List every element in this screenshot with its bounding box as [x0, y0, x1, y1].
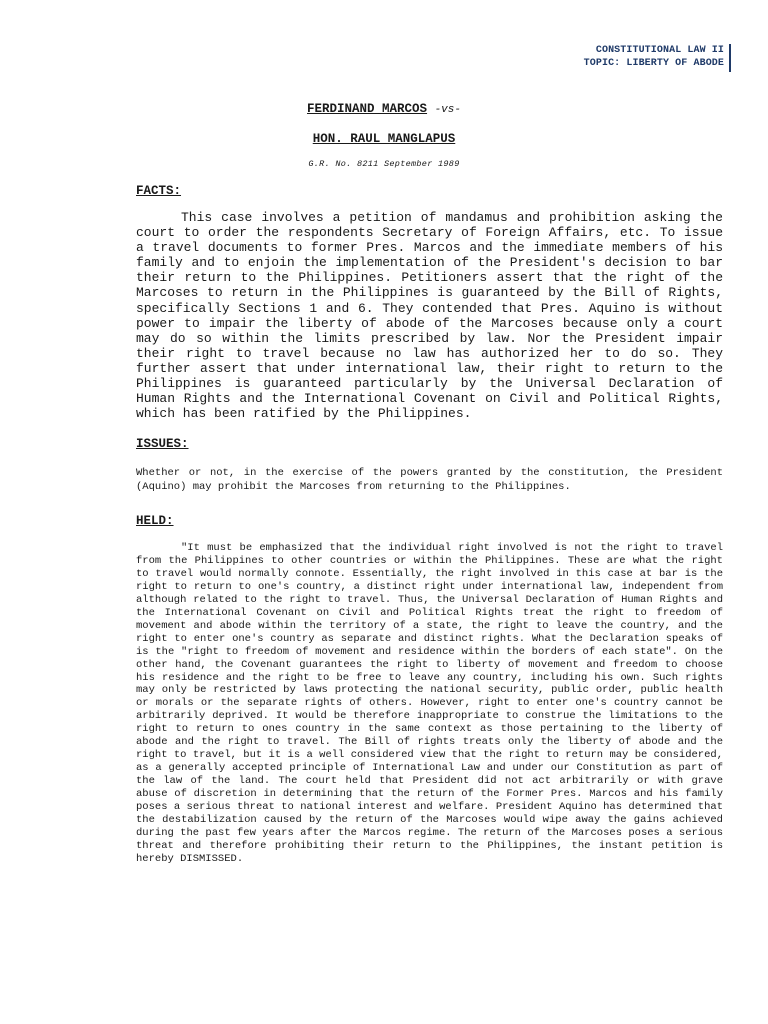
header-divider	[729, 44, 731, 72]
held-paragraph: "It must be emphasized that the individual right involved is not the right to travel from the Philippines to other countries or within the Philippines. These are what the right to travel would normally connote. Essentially, the right involved in this case at bar is the right to return to one's country, a distinct right under international law, independent from although related to the right to travel. Thus, the Universal Declaration of Human Rights and the International Covenant on Civil and Political Rights treat the right to freedom of movement and abode within the territory of a state, the right to leave the country, and the right to enter one's country as separate and distinct rights. What the Declaration speaks of is the "right to freedom of movement and residence within the borders of each state". On the other hand, the Covenant guarantees the right to liberty of movement and freedom to choose his residence and the right to be free to leave any country, including his own. Such rights may only be restricted by laws protecting the national security, public order, public health or morals or the separate rights of others. However, right to enter one's country cannot be arbitrarily deprived. It would be therefore inappropriate to construe the limitations to the right to return to ones country in the same context as those pertaining to the liberty of abode and the right to travel. The Bill of rights treats only the liberty of abode and the right to travel, but it is a well considered view that the right to return may be considered, as a generally accepted principle of International Law and under our Constitution as part of the law of the land. The court held that President did not act arbitrarily or with grave abuse of discretion in determining that the return of the Former Pres. Marcos and his family poses a serious threat to national interest and welfare. President Aquino has determined that the destabilization caused by the return of the Marcoses would wipe away the gains achieved during the past few years after the Marcos regime. The return of the Marcoses poses a serious threat and therefore prohibiting their return to the Philippines, the instant petition is hereby DISMISSED.	[136, 542, 723, 865]
case-citation: G.R. No. 8211 September 1989	[308, 159, 460, 169]
respondent-line	[0, 132, 768, 146]
facts-heading: FACTS:	[136, 184, 182, 198]
issues-paragraph: Whether or not, in the exercise of the powers granted by the constitution, the President (Aquino) may prohibit the Marcoses from returning to the Philippines.	[136, 467, 723, 493]
facts-paragraph: This case involves a petition of mandamus and prohibition asking the court to order the respondents Secretary of Foreign Affairs, etc. To issue a travel documents to former Pres. Marcos and the immediate members of his family and to enjoin the implementation of the President's decision to bar their return to the Philippines. Petitioners assert that the right of the Marcoses to return in the Philippines is guaranteed by the Bill of Rights, specifically Sections 1 and 6. They contended that Pres. Aquino is without power to impair the liberty of abode of the Marcoses because only a court may do so within the limits prescribed by law. Nor the President impair their right to travel because no law has authorized her to do so. They further assert that under international law, their right to return to the Philippines is guaranteed particularly by the Universal Declaration of Human Rights and the International Covenant on Civil and Political Rights, which has been ratified by the Philippines.	[136, 210, 723, 422]
course-title: CONSTITUTIONAL LAW II	[595, 45, 724, 56]
topic-title: TOPIC: LIBERTY OF ABODE	[583, 58, 724, 69]
issues-heading: ISSUES:	[136, 437, 189, 451]
held-heading: HELD:	[136, 514, 174, 528]
document-header	[584, 44, 724, 70]
petitioner-name: FERDINAND MARCOS	[307, 102, 428, 116]
case-title	[0, 102, 768, 116]
respondent-name: HON. RAUL MANGLAPUS	[312, 132, 456, 146]
versus-label: -vs-	[434, 104, 461, 116]
